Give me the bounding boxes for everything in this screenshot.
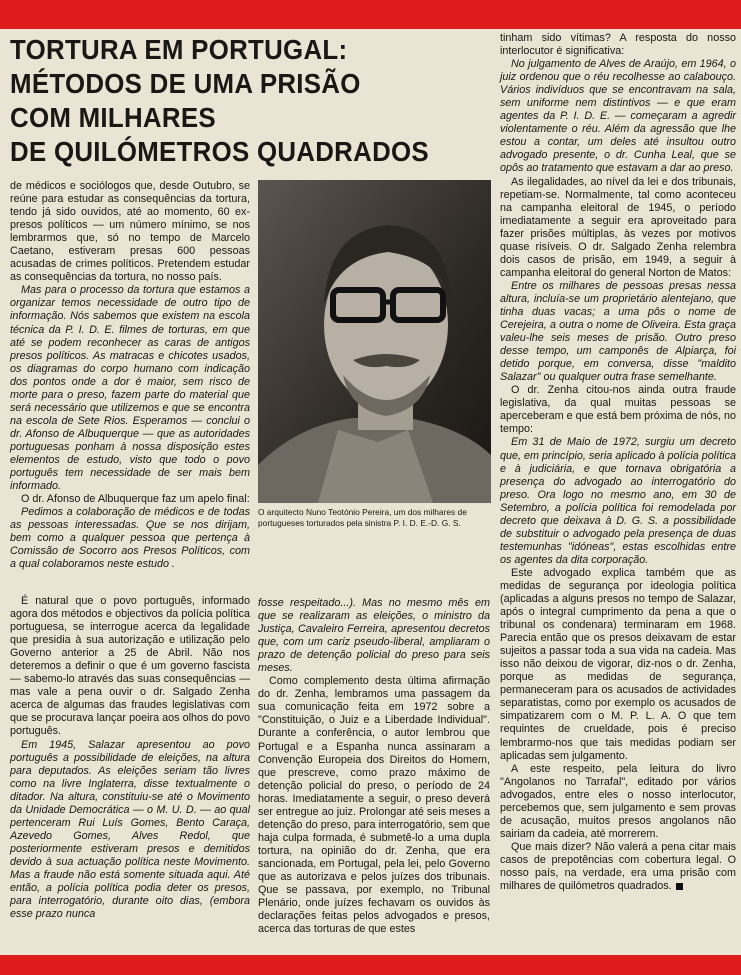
portrait-image (258, 180, 491, 503)
column-3 (500, 32, 736, 893)
quote-paragraph: Em 1945, Salazar apresentou ao povo português a possibilidade de eleições, na altura para deputados. As eleições seriam tão livres como na livre Inglaterra, disse textualmente o ditador. Na altura, constituiu-se até o Movimento da Unidade Democrática — o M. U. D. — ao qual pertenceram Rui Luís Gomes, Bento Caraça, Azevedo Gomes, Alves Redol, que posteriormente estiveram presos e demitidos devido à sua actuação política neste Movimento. Mas a fraude não está somente situada aqui. Até então, a polícia política podia deter os presos, para interrogatório, durante oito dias, (embora esse prazo nunca (10, 738, 250, 921)
photo-caption: O arquitecto Nuno Teotónio Pereira, um dos milhares de portugueses torturados pela sinistra P. I. D. E.-D. G. S. (258, 507, 467, 528)
column-1-top (10, 180, 250, 571)
end-mark-icon (676, 883, 683, 890)
column-1-bottom (10, 595, 250, 921)
paragraph (500, 841, 736, 893)
paragraph: As ilegalidades, ao nível da lei e dos tribunais, repetiam-se. Normalmente, tal como aconteceu na campanha eleitoral de 1945, o período imediatamente a seguir era aproveitado para fazer prisões múltiplas, às vezes por motivos quase risíveis. O dr. Salgado Zenha relembra dois casos de prisão, em 1949, a seguir à campanha eleitoral do general Norton de Matos: (500, 175, 736, 279)
closing-text: Que mais dizer? Não valerá a pena citar mais casos de prepotências com cobertura legal. O nosso país, na verdade, era uma prisão com milhares de quilómetros quadrados. (500, 840, 736, 893)
headline-line: TORTURA EM PORTUGAL: (10, 34, 348, 65)
paragraph: Como complemento desta última afirmação do dr. Zenha, lembramos uma passagem da sua comunicação feita em 1972 sobre a "Constituição, o Juiz e a Liberdade Individual". Durante a conferência, o autor lembrou que Portugal e a Espanha nunca assinaram a Convenção Europeia dos Direitos do Homem, que prescreve, como prazo máximo de detenção policial do preso, o período de 24 horas. Imediatamente a seguir, o preso deverá ser entregue ao juiz. Prolongar até seis meses a detenção do preso, para interrogatório, sem que haja culpa formada, é submetê-lo a uma dupla tortura, na opinião do dr. Zenha, que era sancionada, em Portugal, pela lei, pelo Governo que as autorizava e pelos juízes dos tribunais. Que se passava, por exemplo, no Tribunal Plenário, onde juízes fechavam os ouvidos às declarações feitas pelos advogados e presos, acerca das torturas de que estes (258, 675, 490, 936)
quote-paragraph: Pedimos a colaboração de médicos e de todas as pessoas interessadas. Que se nos dirijam, bem como a qualquer pessoa que pertença à Comissão de Socorro aos Presos Políticos, com a qual colaboramos neste estudo . (10, 506, 250, 571)
headline-line: MÉTODOS DE UMA PRISÃO (10, 68, 361, 99)
headline (10, 33, 461, 169)
bottom-red-bar (0, 955, 741, 975)
quote-paragraph: fosse respeitado...). Mas no mesmo mês em que se realizaram as eleições, o ministro da Justiça, Cavaleiro Ferreira, apresentou decretos que, com um cariz pseudo-liberal, ampliaram o prazo de detenção policial do preso para seis meses. (258, 597, 490, 675)
paragraph: O dr. Afonso de Albuquerque faz um apelo final: (21, 493, 250, 506)
quote-paragraph: Entre os milhares de pessoas presas nessa altura, incluía-se um proprietário alentejano, que tinha duas vacas; a uma pôs o nome de Cerejeira, a outra o nome de Oliveira. Esta graça valeu-lhe seis meses de prisão. Outro preso desse tempo, um camponês de Alpiarça, foi detido porque, em conversa, disse "maldito Salazar" ou qualquer outra frase semelhante. (500, 279, 736, 384)
paragraph: A este respeito, pela leitura do livro "Angolanos no Tarrafal", editado por vários advogados, entre eles o nosso interlocutor, percebemos que, sem julgamento e sem provas de acusação, muitos presos angolanos não sairiam da cadeia, até morrerem. (500, 762, 736, 840)
paragraph: tinham sido vítimas? A resposta do nosso interlocutor é significativa: (500, 32, 736, 58)
quote-paragraph: Mas para o processo da tortura que estamos a organizar temos necessidade de outro tipo de informação. Nós sabemos que existem na escola técnica da P. I. D. E. filmes de torturas, em que até se podem reconhecer as caras de antigos presos políticos. As matracas e chicotes usados, os diagramas do corpo humano com indicação dos pontos onde a dor é maior, sem risco de morte para o preso, fazem parte do material que será necessário que utilizemos e que se encontra na escola de Sete Rios. Esperamos — conclui o dr. Afonso de Albuquerque — que as autoridades portuguesas ponham à nossa disposição estes elementos de estudo, visto que todo o povo português tem necessidade de ser mais bem informado. (10, 284, 250, 493)
paragraph: Este advogado explica também que as medidas de segurança por ideologia política (aplicadas a alguns presos no tempo de Salazar, após o integral cumprimento da pena a que o tribunal os condenara) terminaram em 1968. Parecia então que os presos deixavam de estar sujeitos a passar toda a sua vida na cadeia. Mas isso não deixou de vigorar, diz-nos o dr. Zenha, porque as medidas de segurança, permaneceram para os acusados de actividades separatistas, como por exemplo os acusados de simpatizarem com o M. P. L. A. O que tem requintes de crueldade, pois é preciso lembrarmo-nos que tais medidas podiam ser aplicadas sem julgamento. (500, 566, 736, 762)
paragraph: É natural que o povo português, informado agora dos métodos e objectivos da polícia política portuguesa, se interrogue acerca da legalidade que presidia à sua autorização e utilização pelo Governo anterior a 25 de Abril. Não nos deteremos a definir o que é um governo fascista — sabemo-lo através das suas consequências — mas vale a pena ouvir o dr. Salgado Zenha acerca de algumas das fraudes legislativas com que se procurava lançar poeira aos olhos do povo português. (10, 595, 250, 738)
headline-line: DE QUILÓMETROS QUADRADOS (10, 136, 429, 167)
headline-line: COM MILHARES (10, 102, 216, 133)
paragraph: O dr. Zenha citou-nos ainda outra fraude legislativa, da qual muitas pessoas se aperceberam e que está bem próxima de nós, no tempo: (500, 384, 736, 436)
paragraph: de médicos e sociólogos que, desde Outubro, se reúne para estudar as consequências da tortura, tendo já sido ouvidos, até ao momento, 60 ex-presos políticos — um número mínimo, se nos lembrarmos que, só no tempo de Marcelo Caetano, estiveram presas 600 pessoas acusadas de crimes políticos. Pretendem estudar as consequências da tortura, no nosso país. (10, 180, 250, 284)
portrait-photo (258, 180, 491, 503)
quote-paragraph: No julgamento de Alves de Araújo, em 1964, o juiz ordenou que o réu recolhesse ao calabouço. Vários indivíduos que se encontravam na sala, sem uniforme nem distintivos — e que eram agentes da P. I. D. E. — começaram a agredir violentamente o réu. Além da agressão que lhe estou a contar, um deles até insultou outro advogado presente, o dr. Cunha Leal, que se opôs ao tratamento que estavam a dar ao preso. (500, 58, 736, 175)
quote-paragraph: Em 31 de Maio de 1972, surgiu um decreto que, em princípio, seria aplicado à polícia política e à judiciária, e que tornava obrigatória a presença do advogado ao interrogatório do preso. Ora logo no mesmo ano, em 30 de Setembro, a polícia política foi remodelada por decreto que deixava à D. G. S. a possibilidade de substituir o advogado pela presença de duas testemunhas "idóneas", estas escolhidas entre os agentes da dita corporação. (500, 436, 736, 566)
column-2 (258, 597, 490, 936)
top-red-bar (0, 0, 741, 29)
